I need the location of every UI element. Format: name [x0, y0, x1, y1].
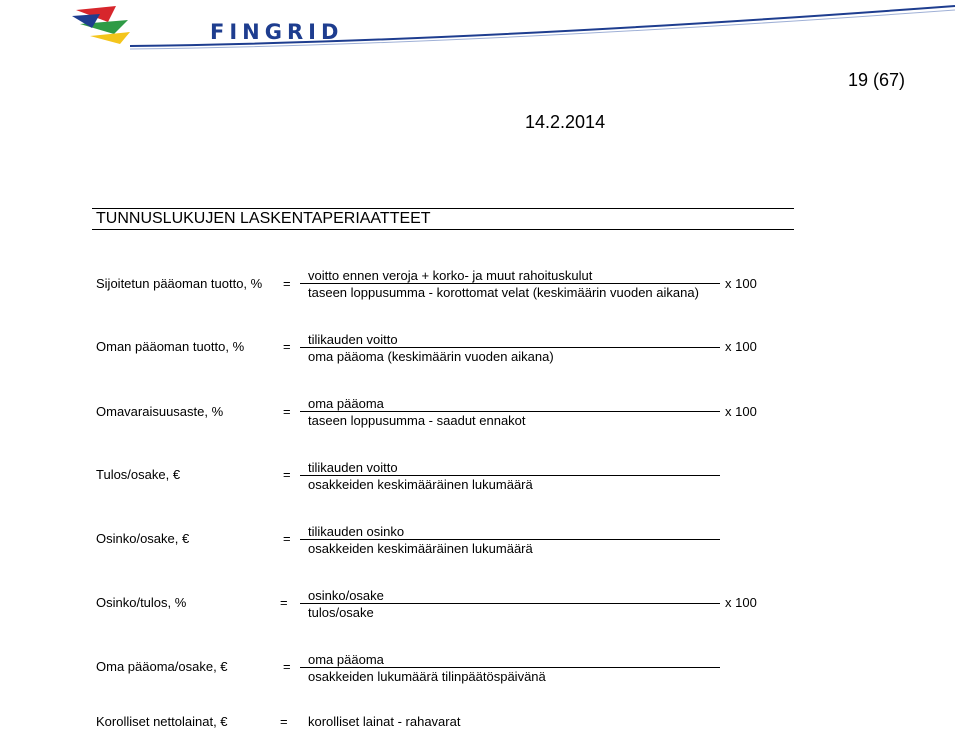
equals-sign: =	[280, 714, 288, 729]
formula-multiplier: x 100	[725, 339, 757, 354]
formula-denominator: osakkeiden lukumäärä tilinpäätöspäivänä	[308, 669, 546, 684]
equals-sign: =	[283, 531, 291, 546]
formula-numerator: tilikauden voitto	[308, 332, 398, 347]
equals-sign: =	[283, 659, 291, 674]
logo-wordmark: FINGRID	[210, 20, 344, 44]
equals-sign: =	[283, 276, 291, 291]
fraction-line	[300, 603, 720, 604]
fraction-line	[300, 667, 720, 668]
formula-label: Osinko/osake, €	[96, 531, 190, 546]
fraction-line	[300, 539, 720, 540]
formula-label: Oman pääoman tuotto, %	[96, 339, 245, 354]
formula-label: Korolliset nettolainat, €	[96, 714, 228, 729]
fingrid-logo-icon	[70, 2, 960, 50]
fraction-line	[300, 347, 720, 348]
equals-sign: =	[283, 404, 291, 419]
fraction-line	[300, 411, 720, 412]
document-date: 14.2.2014	[525, 112, 606, 132]
formula-denominator: oma pääoma (keskimäärin vuoden aikana)	[308, 349, 554, 364]
heading-top-rule	[92, 208, 794, 209]
formula-multiplier: x 100	[725, 595, 757, 610]
heading-bottom-rule	[92, 229, 794, 230]
formula-expression: korolliset lainat - rahavarat	[308, 714, 461, 729]
fraction-line	[300, 475, 720, 476]
formula-numerator: tilikauden voitto	[308, 460, 398, 475]
formula-denominator: taseen loppusumma - saadut ennakot	[308, 413, 526, 428]
formula-multiplier: x 100	[725, 404, 757, 419]
formula-numerator: tilikauden osinko	[308, 524, 405, 539]
formula-denominator: taseen loppusumma - korottomat velat (keskimäärin vuoden aikana)	[308, 285, 699, 300]
equals-sign: =	[280, 595, 288, 610]
equals-sign: =	[283, 339, 291, 354]
fraction-line	[300, 283, 720, 284]
formula-numerator: osinko/osake	[308, 588, 384, 603]
formula-denominator: tulos/osake	[308, 605, 374, 620]
formula-denominator: osakkeiden keskimääräinen lukumäärä	[308, 477, 533, 492]
formula-multiplier: x 100	[725, 276, 757, 291]
formula-label: Sijoitetun pääoman tuotto, %	[96, 276, 263, 291]
formula-label: Omavaraisuusaste, %	[96, 404, 224, 419]
header-logo	[70, 2, 960, 50]
equals-sign: =	[283, 467, 291, 482]
formula-numerator: oma pääoma	[308, 652, 384, 667]
formula-denominator: osakkeiden keskimääräinen lukumäärä	[308, 541, 533, 556]
formula-numerator: oma pääoma	[308, 396, 384, 411]
formula-label: Oma pääoma/osake, €	[96, 659, 228, 674]
section-title: TUNNUSLUKUJEN LASKENTAPERIAATTEET	[96, 210, 431, 227]
formula-numerator: voitto ennen veroja + korko- ja muut rahoituskulut	[308, 268, 593, 283]
formula-label: Tulos/osake, €	[96, 467, 181, 482]
page-number: 19 (67)	[847, 70, 905, 90]
formula-label: Osinko/tulos, %	[96, 595, 187, 610]
